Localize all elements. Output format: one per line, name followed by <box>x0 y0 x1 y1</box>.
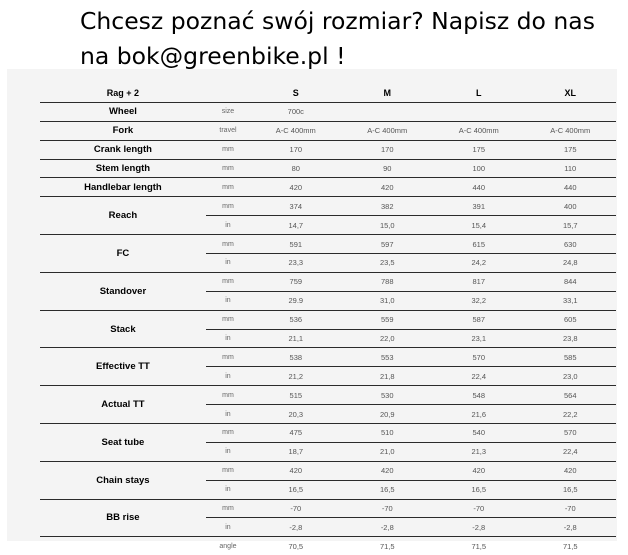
param-label: Wheel <box>40 102 206 121</box>
value-cell: 32,2 <box>433 291 524 310</box>
param-label: Stem length <box>40 159 206 178</box>
value-cell: 170 <box>342 140 433 159</box>
param-row <box>40 159 616 178</box>
value-cell: 591 <box>250 235 341 254</box>
value-cell: 23,5 <box>342 254 433 273</box>
unit-cell: mm <box>206 159 250 178</box>
value-cell: 540 <box>433 424 524 443</box>
param-label <box>40 537 206 555</box>
wheel-row <box>40 102 616 121</box>
value-cell: 475 <box>250 424 341 443</box>
value-cell: 21,3 <box>433 442 524 461</box>
unit-cell: angle <box>219 542 237 550</box>
unit-cell: mm <box>206 424 250 443</box>
value-cell: 21,0 <box>342 442 433 461</box>
param-row <box>40 499 616 518</box>
value-cell: 18,7 <box>250 442 341 461</box>
value-cell: 536 <box>250 310 341 329</box>
value-cell: 382 <box>342 197 433 216</box>
value-cell: 16,5 <box>342 480 433 499</box>
value-cell: 615 <box>433 235 524 254</box>
unit-cell: mm <box>206 461 250 480</box>
value-cell: -2,8 <box>433 518 524 537</box>
param-label: Reach <box>40 197 206 235</box>
contact-headline <box>80 4 595 74</box>
unit-cell: mm <box>206 272 250 291</box>
value-cell: 585 <box>524 348 616 367</box>
value-cell: 817 <box>433 272 524 291</box>
value-cell: -2,8 <box>342 518 433 537</box>
geometry-table <box>40 84 616 555</box>
size-header-s: S <box>250 84 341 102</box>
value-cell: 71,5 <box>471 541 487 551</box>
unit-cell: mm <box>206 197 250 216</box>
unit-cell: in <box>206 518 250 537</box>
value-cell: 22,2 <box>524 405 616 424</box>
value-cell: 24,8 <box>524 254 616 273</box>
unit-cell: in <box>206 291 250 310</box>
size-header-xl: XL <box>524 84 616 102</box>
value-cell: 16,5 <box>250 480 341 499</box>
value-cell: 16,5 <box>524 480 616 499</box>
value-cell: 570 <box>433 348 524 367</box>
value-cell: 71,5 <box>562 541 578 551</box>
value-cell: -70 <box>433 499 524 518</box>
value-cell: 16,5 <box>433 480 524 499</box>
unit-cell: mm <box>206 140 250 159</box>
value-cell: 538 <box>250 348 341 367</box>
unit-cell: in <box>206 367 250 386</box>
value-cell: 605 <box>524 310 616 329</box>
param-label: Handlebar length <box>40 178 206 197</box>
value-cell: 20,3 <box>250 405 341 424</box>
param-row <box>40 461 616 480</box>
value-cell: 759 <box>250 272 341 291</box>
param-label: Seat tube <box>40 424 206 462</box>
unit-cell: travel <box>206 121 250 140</box>
value-cell: 29.9 <box>250 291 341 310</box>
value-cell: 175 <box>433 140 524 159</box>
param-row <box>40 140 616 159</box>
unit-cell: in <box>206 405 250 424</box>
value-cell-empty <box>433 102 524 121</box>
value-cell: 23,3 <box>250 254 341 273</box>
param-label: Fork <box>40 121 206 140</box>
size-header-m: M <box>342 84 433 102</box>
value-cell: 31,0 <box>342 291 433 310</box>
param-row <box>40 348 616 367</box>
value-cell: A-C 400mm <box>433 121 524 140</box>
value-cell: 420 <box>250 178 341 197</box>
value-cell: 15,7 <box>524 216 616 235</box>
value-cell: 587 <box>433 310 524 329</box>
value-cell: A-C 400mm <box>342 121 433 140</box>
value-cell: 23,1 <box>433 329 524 348</box>
value-cell: 100 <box>433 159 524 178</box>
value-cell: 175 <box>524 140 616 159</box>
param-row <box>40 178 616 197</box>
fork-row <box>40 121 616 140</box>
value-cell: 440 <box>433 178 524 197</box>
value-cell: 400 <box>524 197 616 216</box>
unit-cell: mm <box>206 310 250 329</box>
param-label: Standover <box>40 272 206 310</box>
value-cell: 391 <box>433 197 524 216</box>
size-header-l: L <box>433 84 524 102</box>
unit-cell: mm <box>206 348 250 367</box>
value-cell: 14,7 <box>250 216 341 235</box>
value-cell: 420 <box>250 461 341 480</box>
param-label: Actual TT <box>40 386 206 424</box>
unit-cell: mm <box>206 235 250 254</box>
model-name: Rag + 2 <box>40 84 206 102</box>
value-cell: 530 <box>342 386 433 405</box>
value-cell: 630 <box>524 235 616 254</box>
param-row <box>40 272 616 291</box>
left-margin <box>0 474 7 541</box>
value-cell-empty <box>524 102 616 121</box>
value-cell: 788 <box>342 272 433 291</box>
value-cell: 440 <box>524 178 616 197</box>
unit-cell: size <box>206 102 250 121</box>
param-label: FC <box>40 235 206 273</box>
value-cell: A-C 400mm <box>524 121 616 140</box>
value-cell: 21,1 <box>250 329 341 348</box>
value-cell: 15,4 <box>433 216 524 235</box>
value-cell: 33,1 <box>524 291 616 310</box>
value-cell: 21,2 <box>250 367 341 386</box>
param-label: Effective TT <box>40 348 206 386</box>
param-label: Stack <box>40 310 206 348</box>
value-cell: 22,4 <box>433 367 524 386</box>
unit-cell: in <box>206 480 250 499</box>
value-cell: -70 <box>342 499 433 518</box>
unit-cell: mm <box>206 386 250 405</box>
value-cell: 22,4 <box>524 442 616 461</box>
value-cell: 23,0 <box>524 367 616 386</box>
geometry-table-body <box>40 84 616 555</box>
value-cell: 80 <box>250 159 341 178</box>
right-margin <box>617 69 628 541</box>
unit-cell: in <box>206 216 250 235</box>
value-cell: 23,8 <box>524 329 616 348</box>
value-cell: -70 <box>250 499 341 518</box>
value-cell: 844 <box>524 272 616 291</box>
value-cell-empty <box>342 102 433 121</box>
value-cell: 20,9 <box>342 405 433 424</box>
param-row <box>40 424 616 443</box>
angle-row <box>40 537 616 555</box>
header-row <box>40 84 616 102</box>
value-cell: 21,6 <box>433 405 524 424</box>
unit-cell: mm <box>206 499 250 518</box>
value-cell: -2,8 <box>250 518 341 537</box>
unit-cell: mm <box>206 178 250 197</box>
value-cell: -2,8 <box>524 518 616 537</box>
value-cell: 70,5 <box>288 541 304 551</box>
unit-cell: in <box>206 442 250 461</box>
value-cell: 170 <box>250 140 341 159</box>
value-cell: 420 <box>342 178 433 197</box>
value-cell: 24,2 <box>433 254 524 273</box>
value-cell: 22,0 <box>342 329 433 348</box>
param-label: Chain stays <box>40 461 206 499</box>
value-cell: 700c <box>250 102 341 121</box>
unit-cell: in <box>206 254 250 273</box>
value-cell: 71,5 <box>379 541 395 551</box>
value-cell: 564 <box>524 386 616 405</box>
value-cell: 597 <box>342 235 433 254</box>
param-row <box>40 310 616 329</box>
value-cell: 21,8 <box>342 367 433 386</box>
value-cell: 110 <box>524 159 616 178</box>
value-cell: 420 <box>433 461 524 480</box>
headline-line-2: na bok@greenbike.pl ! <box>80 42 346 70</box>
param-label: Crank length <box>40 140 206 159</box>
unit-cell: in <box>206 329 250 348</box>
value-cell: 515 <box>250 386 341 405</box>
headline-line-1: Chcesz poznać swój rozmiar? Napisz do nas <box>80 7 595 35</box>
value-cell: 420 <box>342 461 433 480</box>
param-row <box>40 197 616 216</box>
param-row <box>40 386 616 405</box>
value-cell: A-C 400mm <box>250 121 341 140</box>
value-cell: 559 <box>342 310 433 329</box>
value-cell: 420 <box>524 461 616 480</box>
param-label: BB rise <box>40 499 206 537</box>
value-cell: 570 <box>524 424 616 443</box>
value-cell: 548 <box>433 386 524 405</box>
value-cell: -70 <box>524 499 616 518</box>
value-cell: 374 <box>250 197 341 216</box>
value-cell: 15,0 <box>342 216 433 235</box>
value-cell: 553 <box>342 348 433 367</box>
unit-header-empty <box>206 84 250 102</box>
param-row <box>40 235 616 254</box>
value-cell: 90 <box>342 159 433 178</box>
value-cell: 510 <box>342 424 433 443</box>
